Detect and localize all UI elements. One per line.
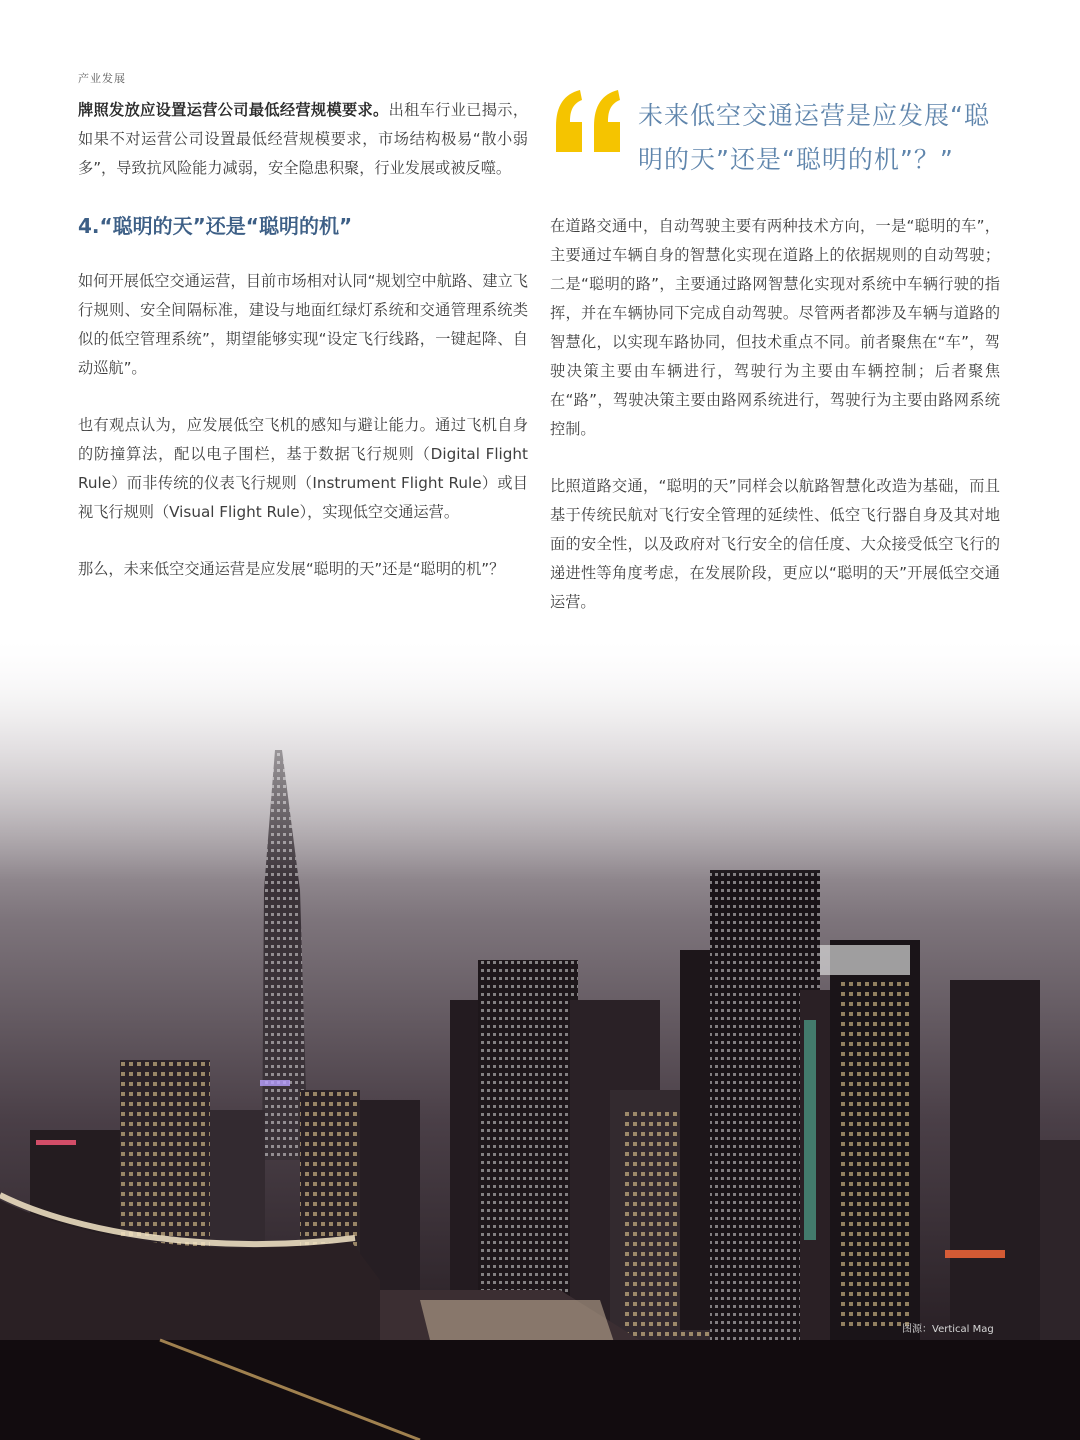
left-column bbox=[78, 96, 528, 612]
paragraph-alternative-view: 也有观点认为，应发展低空飞机的感知与避让能力。通过飞机自身的防撞算法，配以电子围栏，基于数据飞行规则（Digital Flight Rule）而非传统的仪表飞行规则（Instrument Flight Rule）或目视飞行规则（Visual Flight Rule），实现低空交通运营。 bbox=[78, 416, 528, 521]
bold-lead: 牌照发放应设置运营公司最低经营规模要求。 bbox=[78, 101, 389, 119]
paragraph-license-scale bbox=[78, 96, 528, 183]
right-column bbox=[550, 212, 1000, 645]
paragraph-conclusion: 比照道路交通，“聪明的天”同样会以航路智慧化改造为基础，而且基于传统民航对飞行安全管理的延续性、低空飞行器自身及其对地面的安全性，以及政府对飞行安全的信任度、大众接受低空飞行的递进性等角度考虑，在发展阶段，更应以“聪明的天”开展低空交通运营。 bbox=[550, 477, 1000, 611]
quote-mark-icon bbox=[550, 82, 630, 172]
section-heading: 4.“聪明的天”还是“聪明的机” bbox=[78, 214, 353, 238]
pull-quote bbox=[550, 92, 1010, 192]
photo-credit: 图源：Vertical Mag bbox=[902, 1324, 994, 1335]
running-head: 产业发展 bbox=[78, 72, 126, 85]
paragraph-text: 出租车行业已揭示，如果不对运营公司设置最低经营规模要求，市场结构极易“散小弱多”，导致抗风险能力减弱，安全隐患积聚，行业发展或被反噬。 bbox=[78, 101, 529, 177]
paragraph-question: 那么，未来低空交通运营是应发展“聪明的天”还是“聪明的机”？ bbox=[78, 560, 505, 578]
paragraph-road-traffic: 在道路交通中，自动驾驶主要有两种技术方向，一是“聪明的车”，主要通过车辆自身的智慧化实现在道路上的依据规则的自动驾驶；二是“聪明的路”，主要通过路网智慧化实现对系统中车辆行驶的指挥，并在车辆协同下完成自动驾驶。尽管两者都涉及车辆与道路的智慧化，以实现车路协同，但技术重点不同。前者聚焦在“车”，驾驶决策主要由车辆进行，驾驶行为主要由车辆控制；后者聚焦在“路”，驾驶决策主要由路网系统进行，驾驶行为主要由路网系统控制。 bbox=[550, 217, 1000, 438]
pull-quote-text: 未来低空交通运营是应发展“聪明的天”还是“聪明的机”？” bbox=[638, 101, 990, 174]
paragraph-market-view: 如何开展低空交通运营，目前市场相对认同“规划空中航路、建立飞行规则、安全间隔标准，建设与地面红绿灯系统和交通管理系统类似的低空管理系统”，期望能够实现“设定飞行线路，一键起降、自动巡航”。 bbox=[78, 272, 528, 377]
